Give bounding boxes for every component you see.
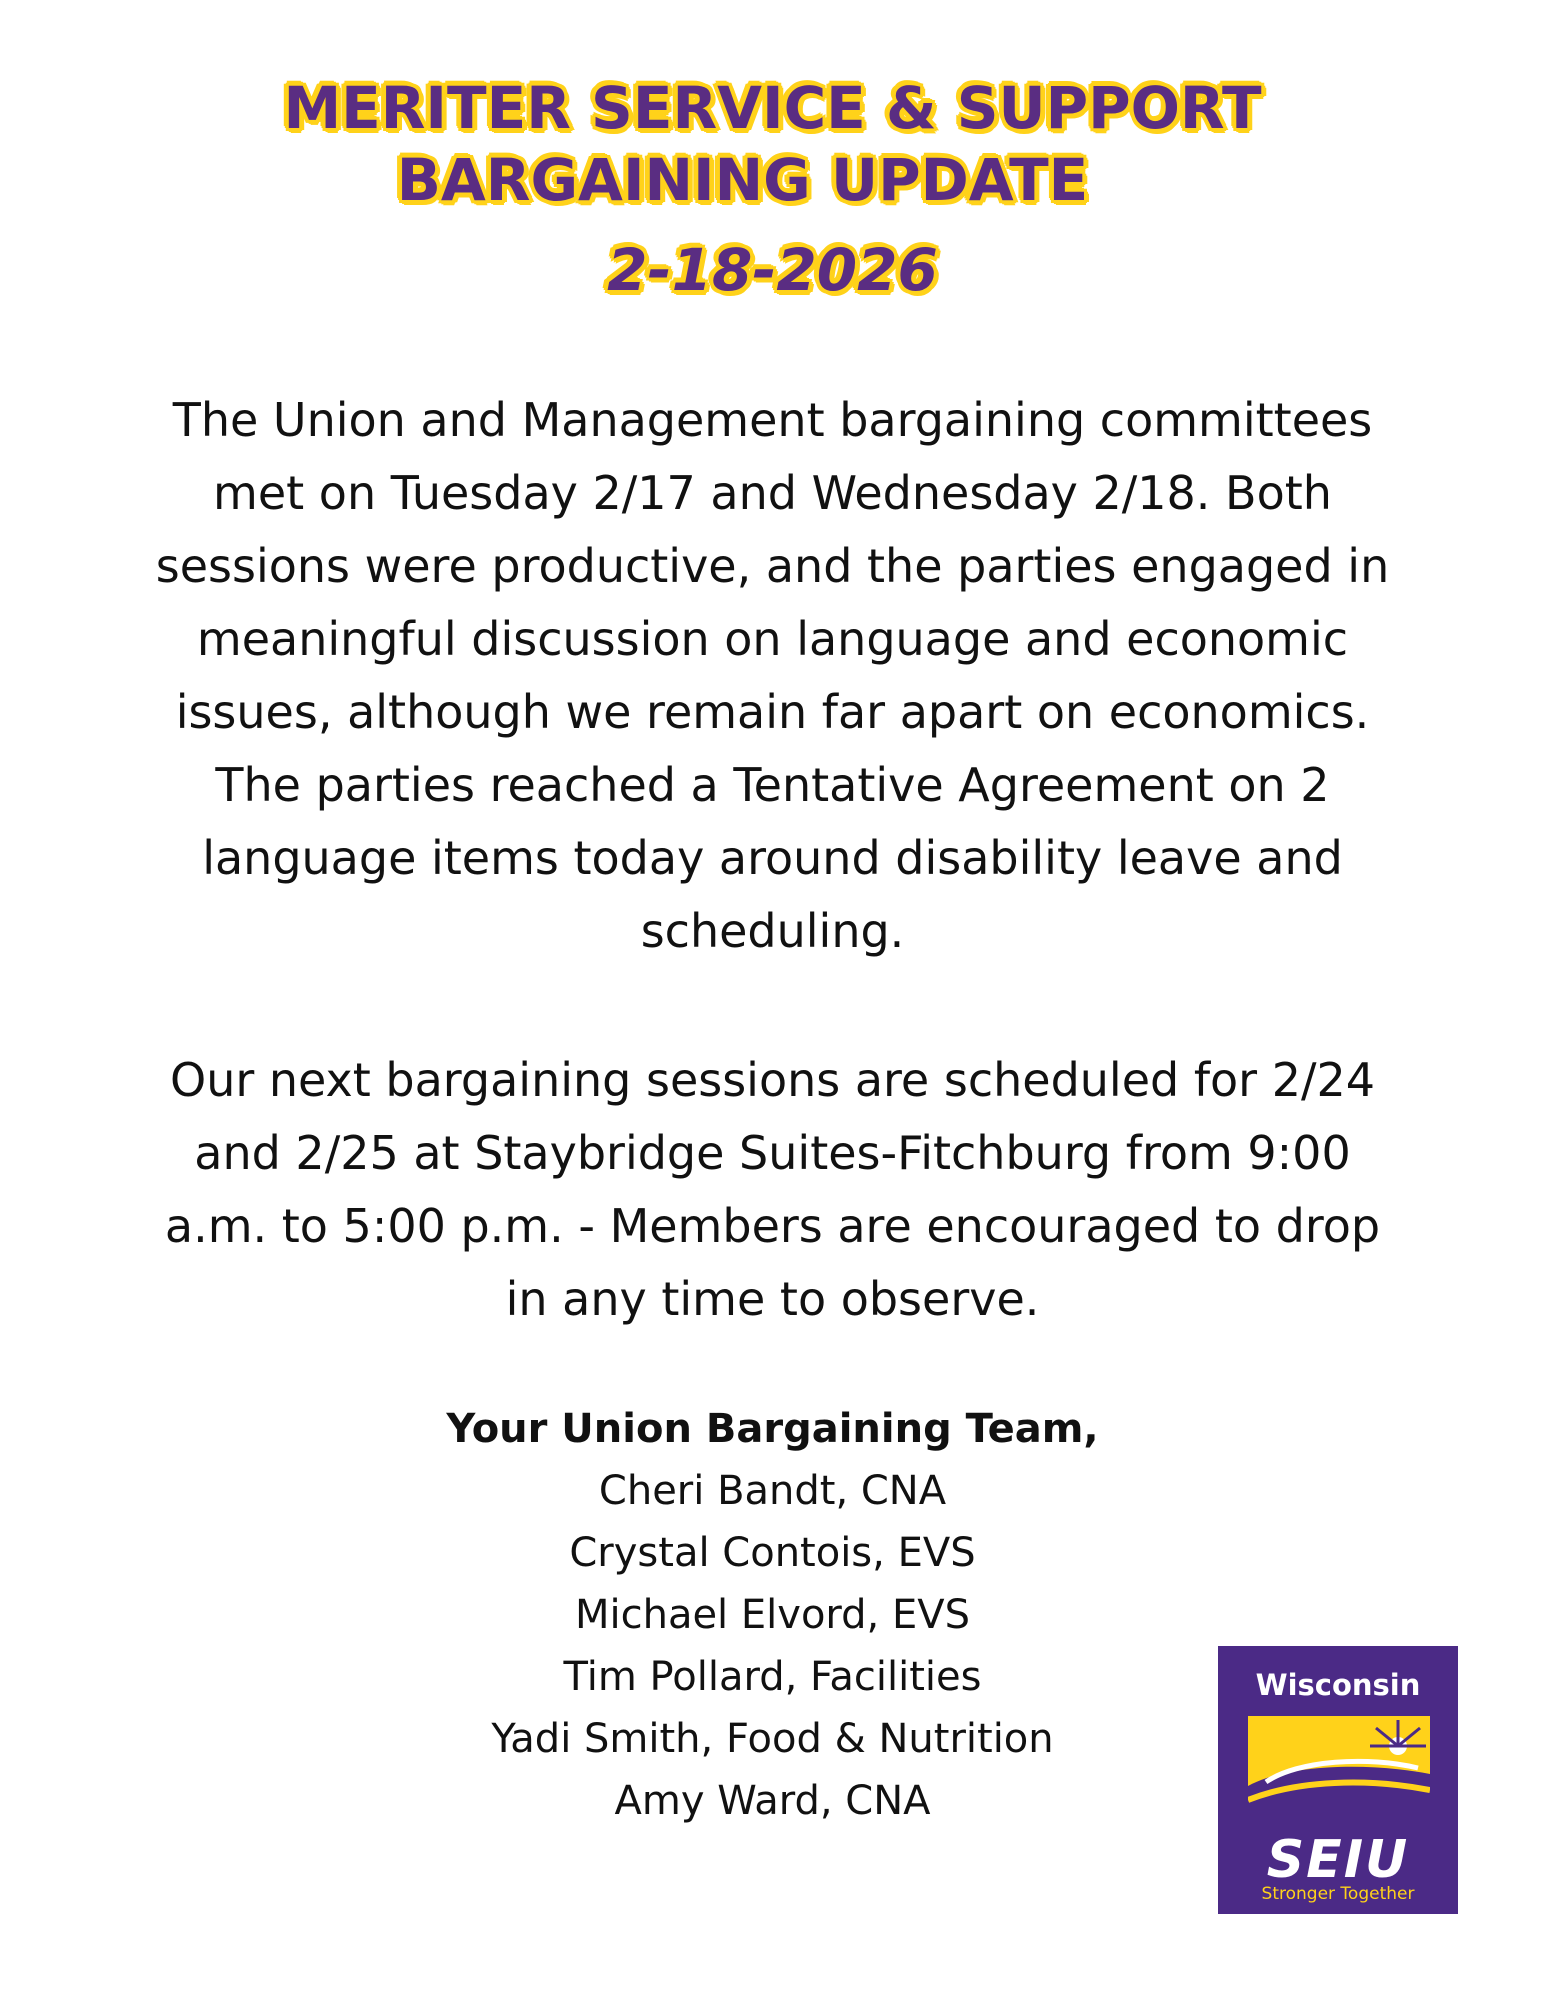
paragraph-line: meaningful discussion on language and economic [196,612,1349,666]
paragraph-line: met on Tuesday 2/17 and Wednesday 2/18. Both [213,466,1332,520]
team-member: Crystal Contois, EVS [569,1530,976,1576]
team-member: Michael Elvord, EVS [574,1592,971,1638]
logo-tagline: Stronger Together [1261,1884,1415,1904]
headline-line-1: MERITER SERVICE & SUPPORT [283,74,1262,142]
paragraph-line: a.m. to 5:00 p.m. - Members are encouraged to drop [164,1199,1381,1253]
team-member: Yadi Smith, Food & Nutrition [491,1716,1054,1762]
paragraph-line: language items today around disability leave and [202,831,1343,885]
sunrise-swoosh-icon [1248,1716,1430,1834]
paragraph-line: Our next bargaining sessions are scheduled for 2/24 [169,1053,1375,1107]
update-paragraph [70,384,1475,968]
paragraph-line: and 2/25 at Staybridge Suites-Fitchburg from 9:00 [194,1126,1351,1180]
paragraph-line: sessions were productive, and the parties engaged in [155,539,1390,593]
team-heading: Your Union Bargaining Team, [446,1406,1099,1452]
seiu-wisconsin-logo [1218,1646,1458,1914]
team-member: Cheri Bandt, CNA [598,1468,947,1514]
paragraph-line: issues, although we remain far apart on economics. [175,685,1370,739]
headline-line-2: BARGAINING UPDATE [396,146,1089,214]
paragraph-line: The Union and Management bargaining committees [172,393,1373,447]
logo-state-text: Wisconsin [1255,1668,1421,1702]
paragraph-line: in any time to observe. [505,1272,1040,1326]
team-member: Tim Pollard, Facilities [563,1654,982,1700]
next-sessions-paragraph [70,1044,1475,1336]
headline [0,72,1545,306]
headline-date: 2-18-2026 [607,236,938,304]
logo-seiu-text: SEIU [1266,1830,1410,1890]
paragraph-line: scheduling. [640,904,905,958]
paragraph-line: The parties reached a Tentative Agreement on 2 [215,758,1330,812]
team-member: Amy Ward, CNA [614,1778,931,1824]
